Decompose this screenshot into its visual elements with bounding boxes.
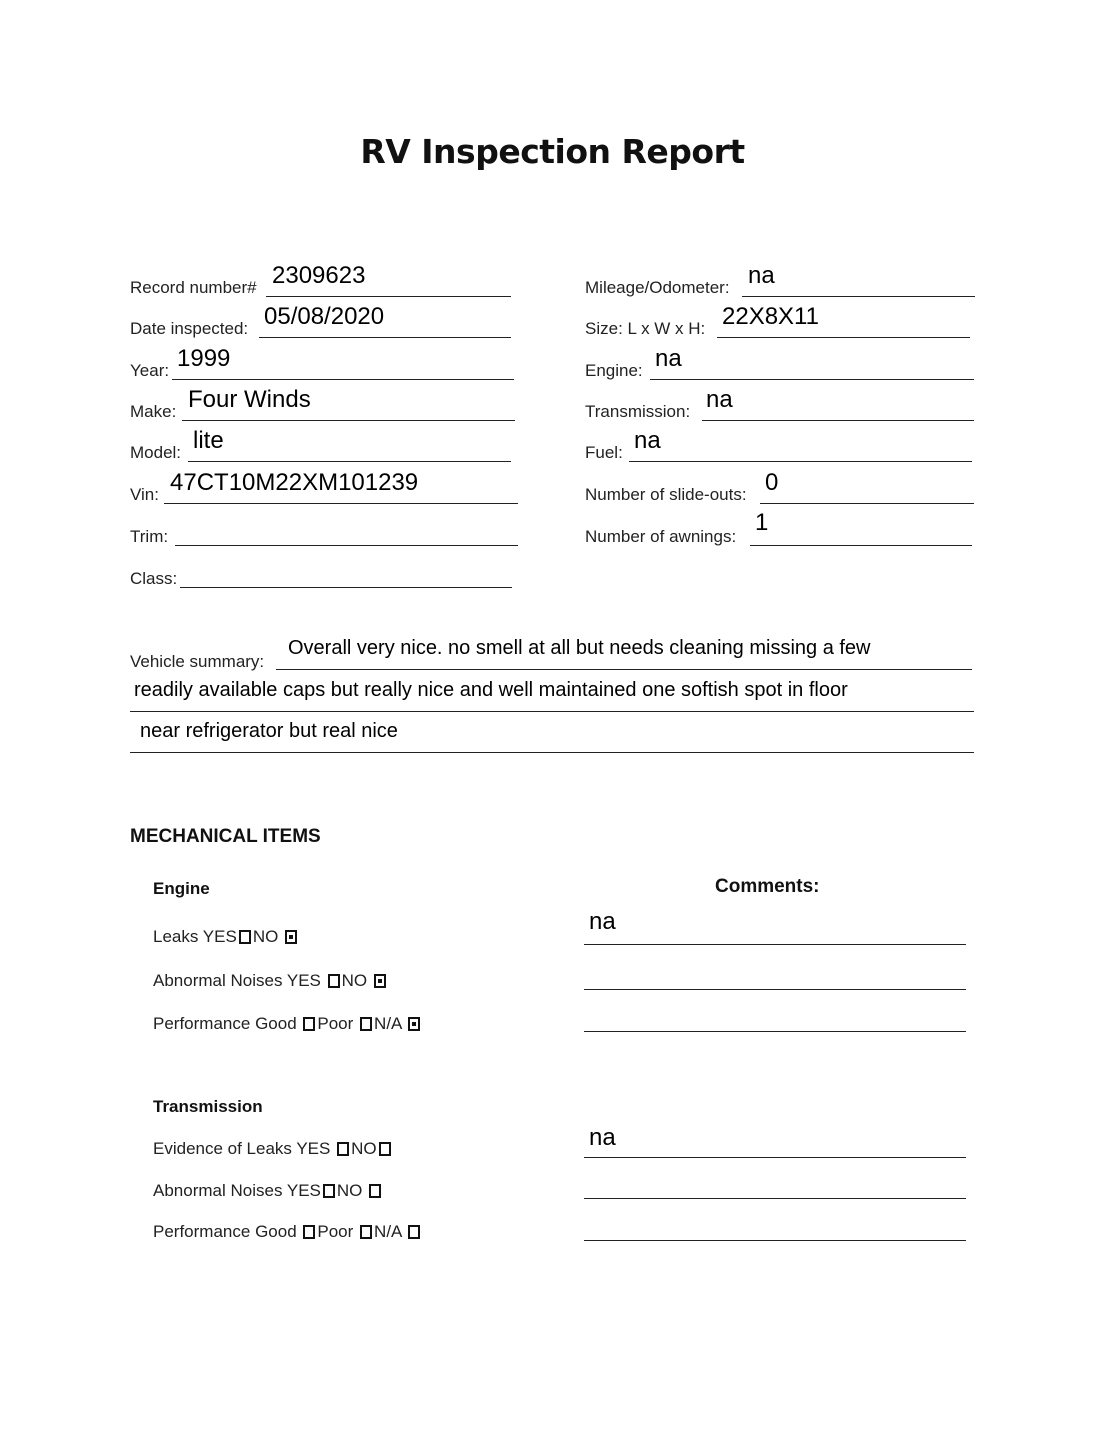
slide-outs-line: [760, 503, 974, 504]
engine-line: [650, 379, 974, 380]
trans-noises-no-checkbox[interactable]: [369, 1184, 381, 1198]
trans-noises-yes-label: YES: [286, 1181, 321, 1200]
vehicle-summary-label: Vehicle summary:: [130, 652, 265, 671]
trans-noises-no-label: NO: [336, 1181, 363, 1200]
summary-text-line-2[interactable]: readily available caps but really nice and well maintained one softish spot in floor: [134, 679, 848, 701]
trans-leaks-no-checkbox[interactable]: [379, 1142, 391, 1156]
summary-line-2: [130, 711, 974, 712]
vin-label: Vin:: [130, 485, 159, 504]
mileage-label: Mileage/Odometer:: [585, 278, 730, 297]
comments-heading: Comments:: [715, 876, 820, 897]
year-line: [172, 379, 514, 380]
class-line: [180, 587, 512, 588]
vin-line: [164, 503, 518, 504]
trans-leaks-comment[interactable]: na: [589, 1124, 616, 1151]
trans-performance-poor-label: Poor: [317, 1222, 354, 1241]
date-inspected-line: [259, 337, 511, 338]
size-line: [717, 337, 970, 338]
engine-noises-row: [153, 971, 388, 991]
fuel-value[interactable]: na: [634, 427, 661, 454]
trans-performance-label: Performance: [153, 1222, 251, 1241]
trans-noises-yes-checkbox[interactable]: [323, 1184, 335, 1198]
engine-performance-poor-label: Poor: [317, 1014, 354, 1033]
date-inspected-value[interactable]: 05/08/2020: [264, 303, 385, 330]
trans-performance-na-label: N/A: [374, 1222, 402, 1241]
trans-leaks-comment-line: [584, 1157, 966, 1158]
engine-leaks-yes-checkbox[interactable]: [239, 930, 251, 944]
slide-outs-value[interactable]: 0: [765, 469, 779, 496]
engine-noises-no-label: NO: [341, 971, 368, 990]
mechanical-heading: MECHANICAL ITEMS: [130, 826, 321, 847]
trans-noises-label: Abnormal Noises: [153, 1181, 283, 1200]
engine-performance-good-checkbox[interactable]: [303, 1017, 315, 1031]
fuel-line: [629, 461, 972, 462]
make-value[interactable]: Four Winds: [188, 386, 311, 413]
engine-leaks-comment[interactable]: na: [589, 908, 616, 935]
make-line: [182, 420, 515, 421]
trans-leaks-yes-label: YES: [296, 1139, 331, 1158]
model-line: [188, 461, 511, 462]
trim-line: [175, 545, 518, 546]
vin-value[interactable]: 47CT10M22XM101239: [170, 469, 419, 496]
awnings-line: [750, 545, 972, 546]
trans-performance-good-checkbox[interactable]: [303, 1225, 315, 1239]
trans-leaks-no-label: NO: [351, 1139, 377, 1158]
engine-noises-label: Abnormal Noises: [153, 971, 283, 990]
summary-text-line-1[interactable]: Overall very nice. no smell at all but needs cleaning missing a few: [288, 637, 871, 659]
engine-performance-na-label: N/A: [374, 1014, 402, 1033]
trans-leaks-label: Evidence of Leaks: [153, 1139, 292, 1158]
trim-label: Trim:: [130, 527, 169, 546]
engine-leaks-yes-label: YES: [202, 927, 237, 946]
engine-noises-no-checkbox[interactable]: [374, 974, 386, 988]
mileage-line: [742, 296, 975, 297]
awnings-label: Number of awnings:: [585, 527, 737, 546]
year-value[interactable]: 1999: [177, 345, 231, 372]
summary-text-line-3[interactable]: near refrigerator but real nice: [140, 720, 398, 742]
date-inspected-label: Date inspected:: [130, 319, 249, 338]
engine-performance-poor-checkbox[interactable]: [360, 1017, 372, 1031]
summary-line-3: [130, 752, 974, 753]
model-value[interactable]: lite: [193, 427, 224, 454]
transmission-subheading: Transmission: [153, 1097, 263, 1116]
trans-noises-row: [153, 1181, 383, 1201]
make-label: Make:: [130, 402, 177, 421]
size-label: Size: L x W x H:: [585, 319, 706, 338]
trans-leaks-row: [153, 1139, 393, 1159]
engine-noises-comment-line: [584, 989, 966, 990]
trans-performance-good-label: Good: [255, 1222, 297, 1241]
engine-label: Engine:: [585, 361, 643, 380]
engine-performance-na-checkbox[interactable]: [408, 1017, 420, 1031]
summary-line-1: [276, 669, 972, 670]
page-title: RV Inspection Report: [360, 132, 745, 171]
engine-value[interactable]: na: [655, 345, 682, 372]
transmission-value[interactable]: na: [706, 386, 733, 413]
engine-leaks-comment-line: [584, 944, 966, 945]
engine-leaks-no-label: NO: [252, 927, 279, 946]
engine-performance-row: [153, 1014, 422, 1034]
class-label: Class:: [130, 569, 178, 588]
year-label: Year:: [130, 361, 170, 380]
transmission-label: Transmission:: [585, 402, 691, 421]
size-value[interactable]: 22X8X11: [722, 303, 819, 330]
record-number-line: [266, 296, 511, 297]
trans-leaks-yes-checkbox[interactable]: [337, 1142, 349, 1156]
transmission-line: [702, 420, 974, 421]
trans-performance-poor-checkbox[interactable]: [360, 1225, 372, 1239]
model-label: Model:: [130, 443, 182, 462]
engine-performance-good-label: Good: [255, 1014, 297, 1033]
slide-outs-label: Number of slide-outs:: [585, 485, 747, 504]
mileage-value[interactable]: na: [748, 262, 775, 289]
engine-leaks-label: Leaks: [153, 927, 199, 946]
fuel-label: Fuel:: [585, 443, 623, 462]
trans-performance-na-checkbox[interactable]: [408, 1225, 420, 1239]
trans-performance-comment-line: [584, 1240, 966, 1241]
engine-performance-label: Performance: [153, 1014, 251, 1033]
engine-leaks-row: [153, 927, 299, 947]
engine-noises-yes-label: YES: [286, 971, 321, 990]
engine-performance-comment-line: [584, 1031, 966, 1032]
engine-noises-yes-checkbox[interactable]: [328, 974, 340, 988]
awnings-value[interactable]: 1: [755, 509, 769, 536]
engine-leaks-no-checkbox[interactable]: [285, 930, 297, 944]
trans-performance-row: [153, 1222, 422, 1242]
record-number-value[interactable]: 2309623: [272, 262, 366, 289]
engine-subheading: Engine: [153, 879, 210, 898]
record-number-label: Record number#: [130, 278, 257, 297]
trans-noises-comment-line: [584, 1198, 966, 1199]
